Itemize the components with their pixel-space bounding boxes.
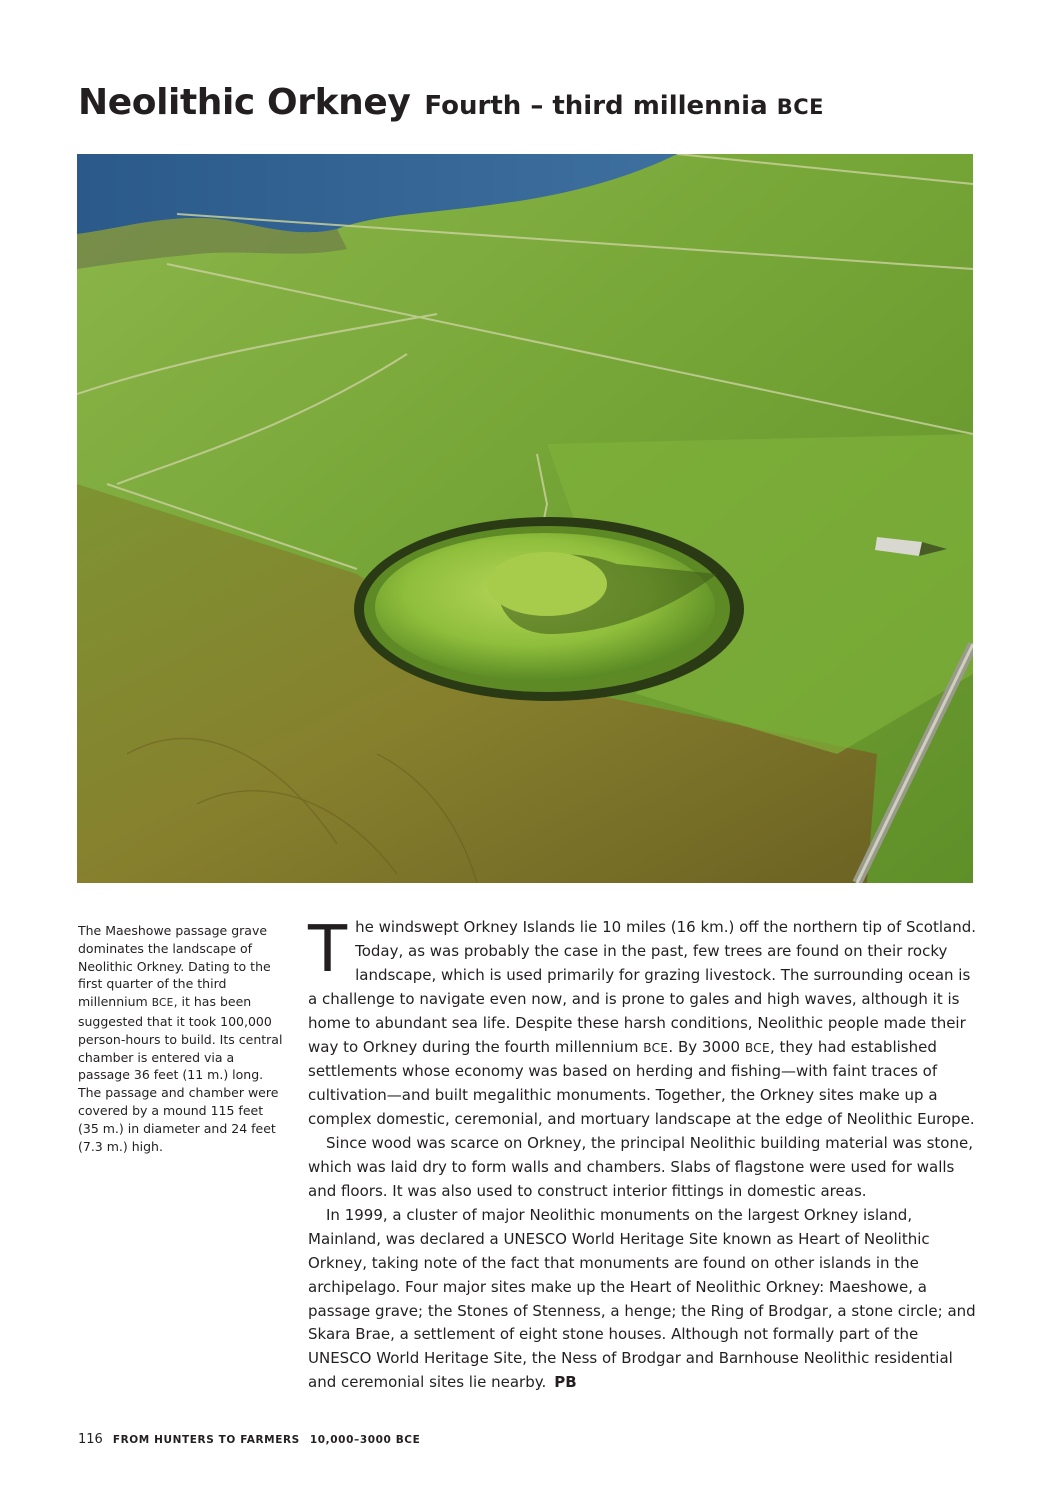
title-main: Neolithic Orkney <box>78 82 411 123</box>
page-footer <box>78 1432 420 1447</box>
p1-era-1: BCE <box>643 1040 669 1055</box>
article-body <box>308 913 976 1395</box>
maeshowe-aerial-photo <box>77 154 973 883</box>
p1-era-2: BCE <box>744 1040 771 1055</box>
subtitle-era: BCE <box>776 95 824 119</box>
author-initials: PB <box>554 1373 577 1392</box>
date-range: 10,000–3000 BCE <box>309 1434 421 1446</box>
photo-caption <box>78 922 286 1155</box>
subtitle-text: Fourth – third millennia <box>424 91 768 121</box>
p3-text: In 1999, a cluster of major Neolithic monuments on the largest Orkney island, Mainland, was declared a UNESCO World Heritage Site known as Heart of Neolithic Orkney, taking note of the fact that monuments are found on other islands in the archipelago. Four major sites make up the Heart of Neolithic Orkney: Maeshowe, a passage grave; the Stones of Stenness, a henge; the Ring of Brodgar, a stone circle; and Skara Brae, a settlement of eight stone houses. Although not formally part of the UNESCO World Heritage Site, the Ness of Brodgar and Barnhouse Neolithic residential and ceremonial sites lie nearby. <box>308 1205 976 1392</box>
p1-text-c: , they had established settlements whose economy was based on herding and fishing—with faint traces of cultivation—and built megalithic monuments. Together, the Orkney sites make up a complex domestic, ceremonial, and mortuary landscape at the edge of Neolithic Europe. <box>308 1037 975 1129</box>
caption-part-1: The Maeshowe passage grave dominates the landscape of Neolithic Orkney. Dating to the first quarter of the third millennium <box>78 923 271 1010</box>
drop-cap: T <box>308 913 348 987</box>
page-number: 116 <box>78 1432 103 1447</box>
paragraph-2: Since wood was scarce on Orkney, the principal Neolithic building material was stone, which was laid dry to form walls and chambers. Slabs of flagstone were used for walls and floors. It was also used to construct interior fittings in domestic areas. <box>308 1134 973 1200</box>
caption-part-2: , it has been suggested that it took 100,000 person-hours to build. Its central chamber is entered via a passage 36 feet (11 m.) long. The passage and chamber were covered by a mound 115 feet (35 m.) in diameter and 24 feet (7.3 m.) high. <box>78 994 283 1154</box>
caption-era: BCE <box>151 997 174 1010</box>
title-subtitle <box>424 91 824 121</box>
section-title: FROM HUNTERS TO FARMERS <box>112 1434 300 1446</box>
p1-text-b: . By 3000 <box>668 1037 745 1056</box>
paragraph-3 <box>308 1204 976 1395</box>
p1-text-a: he windswept Orkney Islands lie 10 miles (16 km.) off the northern tip of Scotland. Today, as was probably the case in the past, few trees are found on their rocky landscape, which is used primarily for grazing livestock. The surrounding ocean is a challenge to navigate even now, and is prone to gales and high waves, although it is home to abundant sea life. Despite these harsh conditions, Neolithic people made their way to Orkney during the fourth millennium <box>308 918 976 1056</box>
paragraph-1 <box>308 913 976 1132</box>
page-title <box>78 82 978 123</box>
